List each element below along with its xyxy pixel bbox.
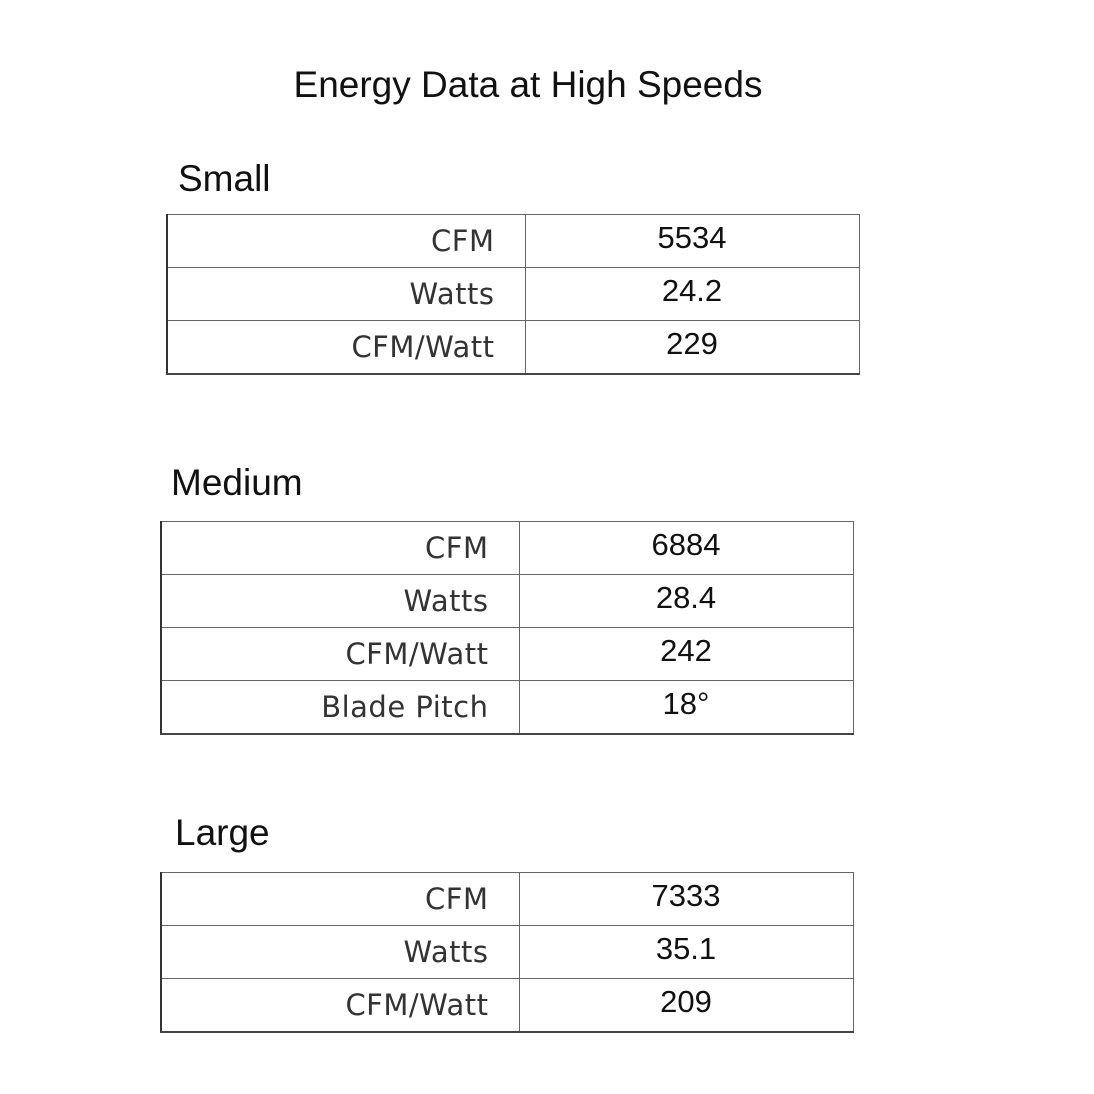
row-label: Watts	[167, 268, 525, 321]
row-label: Watts	[161, 575, 519, 628]
section-heading-large: Large	[175, 812, 270, 853]
row-value: 209	[660, 984, 712, 1019]
table-row	[167, 321, 859, 375]
table-row	[161, 681, 853, 735]
table-row	[161, 575, 853, 628]
page-title: Energy Data at High Speeds	[293, 64, 763, 105]
small-data-table	[166, 214, 860, 375]
section-heading-medium: Medium	[171, 462, 303, 503]
row-value: 242	[660, 633, 712, 668]
row-label: CFM	[161, 522, 519, 575]
table-row	[161, 979, 853, 1033]
section-heading-small: Small	[178, 158, 271, 199]
table-row	[161, 873, 853, 926]
table-row	[161, 926, 853, 979]
row-value: 229	[666, 326, 718, 361]
row-label: CFM	[167, 215, 525, 268]
row-value: 18°	[662, 686, 710, 721]
table-row	[167, 215, 859, 268]
row-value: 28.4	[655, 580, 717, 615]
row-label: CFM/Watt	[167, 321, 525, 375]
table-row	[161, 628, 853, 681]
row-label: Watts	[161, 926, 519, 979]
row-label: CFM	[161, 873, 519, 926]
row-value: 5534	[657, 220, 727, 255]
row-value: 6884	[651, 527, 721, 562]
large-data-table	[160, 872, 854, 1033]
row-value: 35.1	[655, 931, 717, 966]
table-row	[167, 268, 859, 321]
row-label: CFM/Watt	[161, 628, 519, 681]
row-value: 24.2	[661, 273, 723, 308]
row-label: Blade Pitch	[161, 681, 519, 735]
table-row	[161, 522, 853, 575]
row-value: 7333	[651, 878, 721, 913]
row-label: CFM/Watt	[161, 979, 519, 1033]
medium-data-table	[160, 521, 854, 735]
